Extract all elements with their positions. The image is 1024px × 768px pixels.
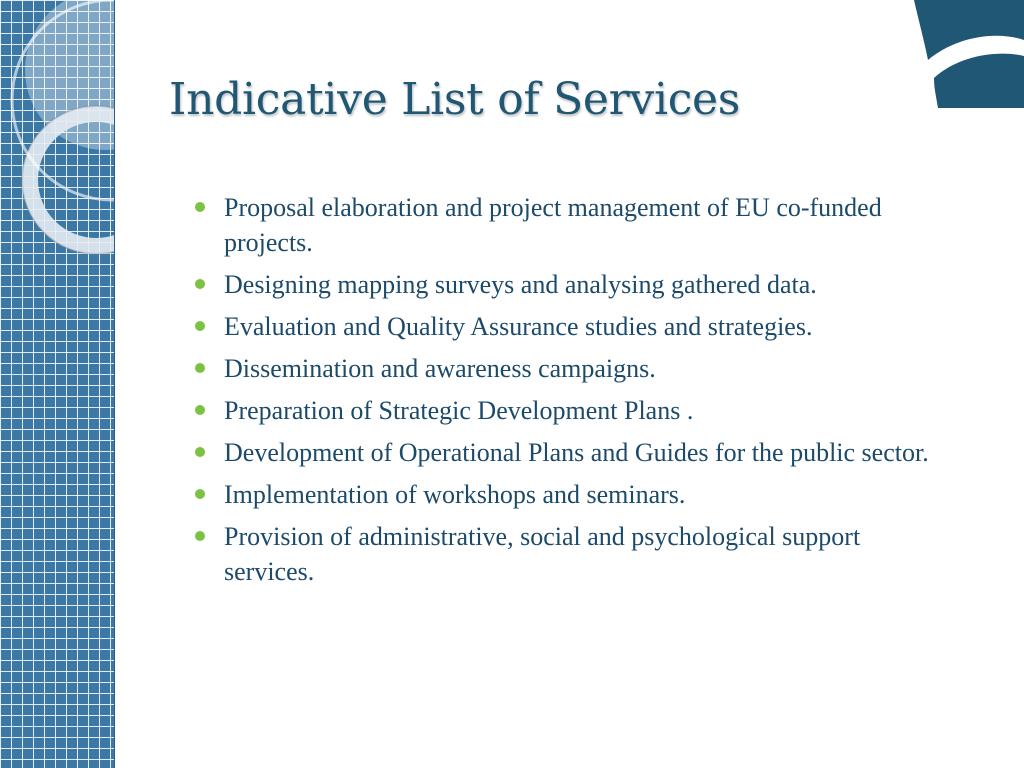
list-item (190, 351, 950, 386)
list-item-text: Provision of administrative, social and psychological support services. (224, 522, 861, 586)
list-item (190, 393, 950, 428)
list-item (190, 267, 950, 302)
bullet-icon (195, 363, 205, 373)
decorative-side-band (0, 0, 115, 768)
list-item (190, 477, 950, 512)
bullet-icon (195, 405, 205, 415)
list-item-text: Dissemination and awareness campaigns. (224, 354, 656, 383)
corner-logo-icon (914, 0, 1024, 108)
decorative-rings (0, 0, 114, 768)
list-item-text: Preparation of Strategic Development Plans . (224, 396, 694, 425)
list-item-text: Designing mapping surveys and analysing gathered data. (224, 270, 817, 299)
list-item-text: Evaluation and Quality Assurance studies and strategies. (224, 312, 813, 341)
list-item (190, 519, 950, 589)
list-item (190, 190, 950, 260)
bullet-icon (195, 279, 205, 289)
slide-title: Indicative List of Services (169, 74, 741, 125)
bullet-icon (195, 447, 205, 457)
bullet-icon (195, 489, 205, 499)
list-item-text: Proposal elaboration and project management of EU co-funded projects. (224, 193, 882, 257)
list-item-text: Development of Operational Plans and Guides for the public sector. (224, 438, 929, 467)
list-item (190, 435, 950, 470)
bullet-icon (195, 531, 205, 541)
list-item (190, 309, 950, 344)
bullet-icon (195, 321, 205, 331)
list-item-text: Implementation of workshops and seminars. (224, 480, 686, 509)
bullet-icon (195, 202, 205, 212)
services-list (190, 190, 950, 596)
